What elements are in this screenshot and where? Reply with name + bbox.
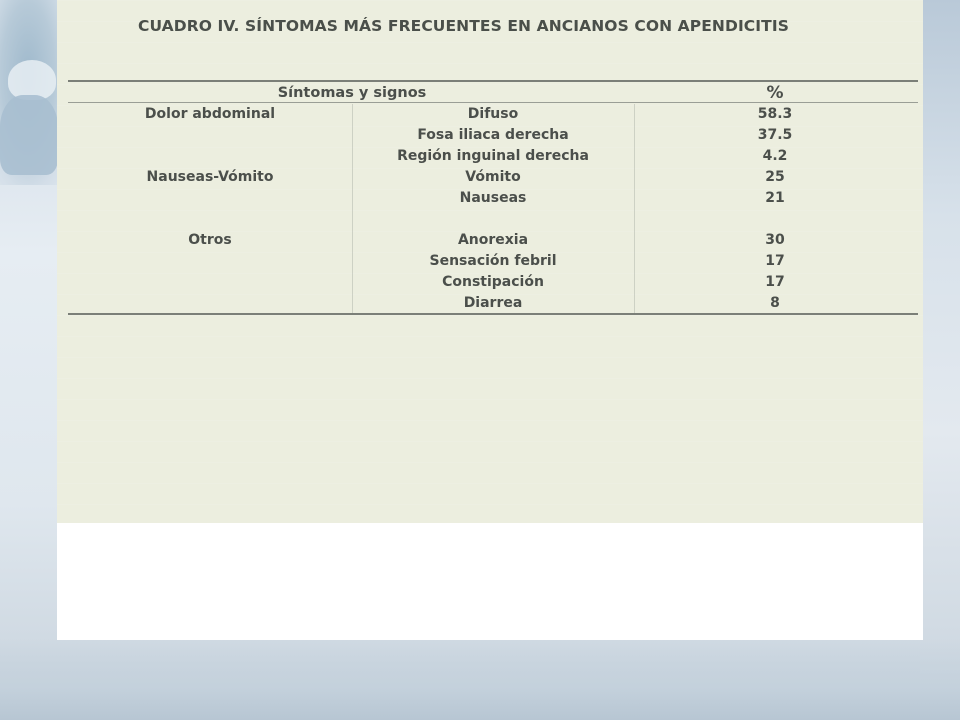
header-symptoms: Síntomas y signos (277, 85, 427, 101)
symptom-item: Vómito (465, 169, 521, 185)
symptom-item: Difuso (467, 106, 519, 122)
symptom-value: 30 (765, 232, 785, 248)
symptom-value: 25 (765, 169, 785, 185)
column-divider (634, 104, 635, 313)
symptom-value: 8 (770, 295, 780, 311)
symptom-value: 4.2 (762, 148, 788, 164)
symptom-item: Región inguinal derecha (397, 148, 589, 164)
symptom-item: Anorexia (457, 232, 529, 248)
symptom-value: 17 (765, 253, 785, 269)
header-percent: % (766, 83, 784, 103)
symptom-value: 21 (765, 190, 785, 206)
background-footer (0, 638, 960, 720)
symptom-value: 37.5 (757, 127, 793, 143)
group-label: Otros (188, 232, 232, 248)
symptom-item: Fosa iliaca derecha (417, 127, 569, 143)
background-edge (920, 0, 960, 720)
symptom-value: 17 (765, 274, 785, 290)
background-photo-detail (8, 60, 56, 100)
group-label: Nauseas-Vómito (146, 169, 274, 185)
table-caption: CUADRO IV. SÍNTOMAS MÁS FRECUENTES EN ANCIANOS CON APENDICITIS (138, 17, 789, 35)
symptom-item: Sensación febril (429, 253, 557, 269)
symptom-item: Constipación (442, 274, 544, 290)
group-label: Dolor abdominal (144, 106, 276, 122)
symptom-item: Diarrea (463, 295, 523, 311)
table-top-rule (68, 80, 918, 82)
symptom-item: Nauseas (459, 190, 527, 206)
background-photo-detail (0, 95, 58, 175)
symptom-value: 58.3 (757, 106, 793, 122)
